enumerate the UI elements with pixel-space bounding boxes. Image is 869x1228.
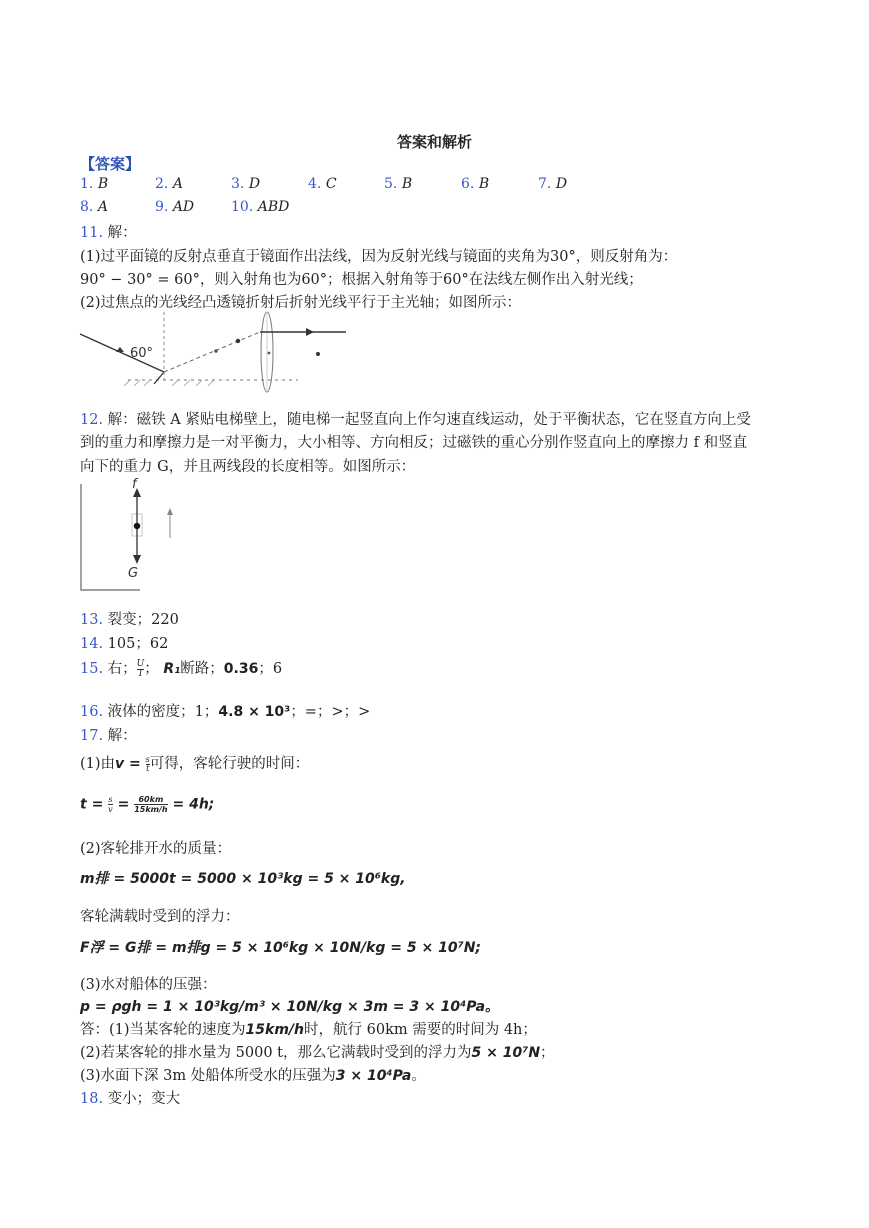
q17-part1: (1)由v = $\frac{s}{t}$ 可得，客轮行驶的时间： <box>80 754 310 773</box>
q15-fraction: $\frac{U}{I}$ <box>136 658 145 679</box>
q11-optics-figure <box>78 308 350 396</box>
focal-point <box>316 352 320 356</box>
mc-answer-2: 2. A <box>155 176 183 192</box>
mc-answer-1: 1. B <box>80 176 109 192</box>
mc-answer-9: 9. AD <box>155 199 195 215</box>
mc-answer-7: 7. D <box>538 176 568 192</box>
q11-line-1: (1)过平面镜的反射点垂直于镜面作出法线，因为反射光线与镜面的夹角为30°，则反射角为： <box>80 249 678 265</box>
mc-answer-10: 10. ABD <box>231 199 290 215</box>
mc-answer-6: 6. B <box>461 176 490 192</box>
q17-mass-equation: m排 = 5000t = 5000 × 10³kg = 5 × 10⁶kg, <box>80 871 406 887</box>
mc-answer-3: 3. D <box>231 176 261 192</box>
q11-line-2: 90° − 30° = 60°，则入射角也为60°；根据入射角等于60°在法线左侧作出入射光线； <box>80 272 643 288</box>
q17-answer-1: 答：(1)当某客轮的速度为15km/h时，航行 60km 需要的时间为 4h； <box>80 1022 537 1038</box>
q12-force-figure <box>78 478 188 594</box>
q17-pressure-equation: p = ρgh = 1 × 10³kg/m³ × 10N/kg × 3m = 3 × 10⁴Pa。 <box>80 999 500 1015</box>
friction-label: f <box>132 478 137 492</box>
q17-part2: (2)客轮排开水的质量： <box>80 841 232 857</box>
q15-answer: 15. 右； $\frac{U}{I}$ ； R₁断路；0.36；6 <box>80 658 283 679</box>
q17-head: 17. 解： <box>80 728 137 744</box>
angle-label: 60° <box>130 346 154 361</box>
q18-answer: 18. 变小；变大 <box>80 1091 181 1107</box>
q11-line-3: (2)过焦点的光线经凸透镜折射后折射光线平行于主光轴；如图所示： <box>80 295 522 311</box>
q17-part4: (3)水对船体的压强： <box>80 977 217 993</box>
q11-head: 11. 解： <box>80 225 137 241</box>
speed-fraction: $\frac{s}{t}$ <box>145 754 150 773</box>
q16-answer: 16. 液体的密度；1；4.8 × 10³；=；>；> <box>80 704 371 720</box>
mirror-tilt <box>154 372 164 384</box>
q17-part3: 客轮满载时受到的浮力： <box>80 909 240 925</box>
mc-answer-8: 8. A <box>80 199 108 215</box>
reflected-ray <box>164 332 260 372</box>
mc-answer-4: 4. C <box>308 176 337 192</box>
q17-answer-3: (3)水面下深 3m 处船体所受水的压强为3 × 10⁴Pa。 <box>80 1068 426 1084</box>
answer-heading: 【答案】 <box>80 155 141 173</box>
q12-line-3: 向下的重力 G，并且两线段的长度相等。如图所示： <box>80 459 416 475</box>
page-title: 答案和解析 <box>396 133 472 151</box>
q17-answer-2: (2)若某客轮的排水量为 5000 t，那么它满载时受到的浮力为5 × 10⁷N； <box>80 1045 555 1061</box>
center-of-mass <box>134 523 140 529</box>
q12-line-1: 12. 解：磁铁 A 紧贴电梯壁上，随电梯一起竖直向上作匀速直线运动，处于平衡状态，它在竖直方向上受 <box>80 412 751 428</box>
mc-answer-5: 5. B <box>384 176 413 192</box>
q17-time-equation: t = $\frac{s}{v}$ = $\frac{60km}{15km/h}$ = 4h; <box>80 795 215 814</box>
q13-answer: 13. 裂变；220 <box>80 612 179 628</box>
q12-line-2: 到的重力和摩擦力是一对平衡力，大小相等、方向相反；过磁铁的重心分别作竖直向上的摩擦力 f 和竖直 <box>80 435 748 451</box>
gravity-label: G <box>128 566 139 581</box>
q17-buoyancy-equation: F浮 = G排 = m排g = 5 × 10⁶kg × 10N/kg = 5 × 10⁷N; <box>80 940 482 956</box>
q14-answer: 14. 105；62 <box>80 636 169 652</box>
